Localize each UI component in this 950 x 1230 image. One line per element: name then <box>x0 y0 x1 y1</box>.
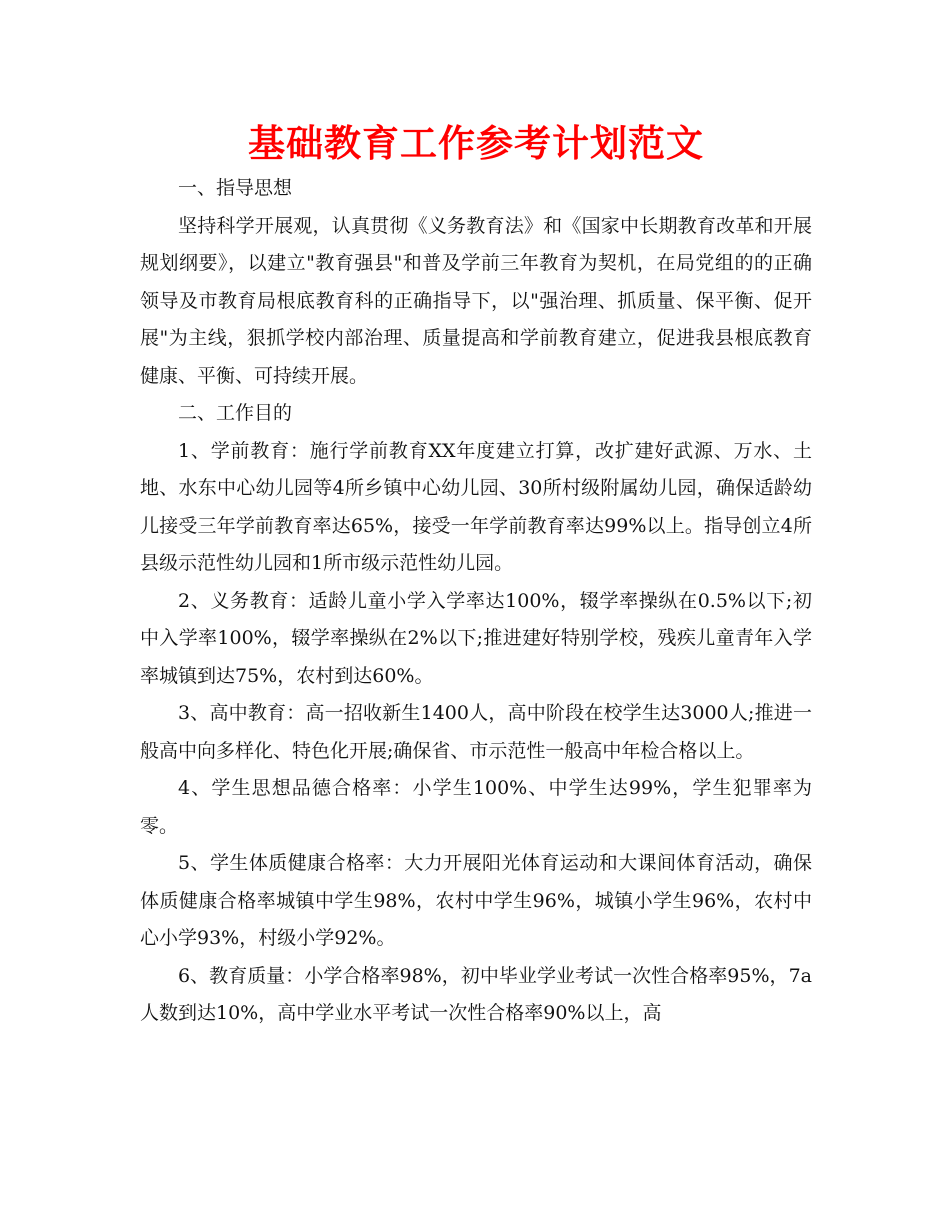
section-heading-guiding-ideology: 一、指导思想 <box>178 177 293 199</box>
paragraph-preschool-education: 1、学前教育：施行学前教育XX年度建立打算，改扩建好武源、万水、土地、水东中心幼儿园等4所乡镇中心幼儿园、30所村级附属幼儿园，确保适龄幼儿接受三年学前教育率达65%，接受一年学前教育率达99%以上。指导创立4所县级示范性幼儿园和1所市级示范性幼儿园。 <box>140 439 812 574</box>
paragraph-physical-health: 5、学生体质健康合格率：大力开展阳光体育运动和大课间体育活动，确保体质健康合格率城镇中学生98%，农村中学生96%，城镇小学生96%，农村中心小学93%，村级小学92%。 <box>140 852 812 949</box>
paragraph-moral-qualification: 4、学生思想品德合格率：小学生100%、中学生达99%，学生犯罪率为零。 <box>140 777 812 837</box>
section-heading-work-goals: 二、工作目的 <box>178 402 293 424</box>
paragraph-high-school-education: 3、高中教育：高一招收新生1400人，高中阶段在校学生达3000人;推进一般高中向多样化、特色化开展;确保省、市示范性一般高中年检合格以上。 <box>140 702 812 762</box>
paragraph-education-quality: 6、教育质量：小学合格率98%，初中毕业学业考试一次性合格率95%，7a人数到达10%，高中学业水平考试一次性合格率90%以上，高 <box>140 964 812 1024</box>
paragraph-compulsory-education: 2、义务教育：适龄儿童小学入学率达100%，辍学率操纵在0.5%以下;初中入学率100%，辍学率操纵在2%以下;推进建好特别学校，残疾儿童青年入学率城镇到达75%，农村到达60%。 <box>140 589 812 687</box>
document-page <box>140 118 812 1033</box>
document-title: 基础教育工作参考计划范文 <box>248 121 704 165</box>
document-body <box>140 170 812 1033</box>
paragraph-guiding-ideology: 坚持科学开展观，认真贯彻《义务教育法》和《国家中长期教育改革和开展规划纲要》，以建立"教育强县"和普及学前三年教育为契机，在局党组的的正确领导及市教育局根底教育科的正确指导下，以"强治理、抓质量、保平衡、促开展"为主线，狠抓学校内部治理、质量提高和学前教育建立，促进我县根底教育健康、平衡、可持续开展。 <box>140 214 812 387</box>
